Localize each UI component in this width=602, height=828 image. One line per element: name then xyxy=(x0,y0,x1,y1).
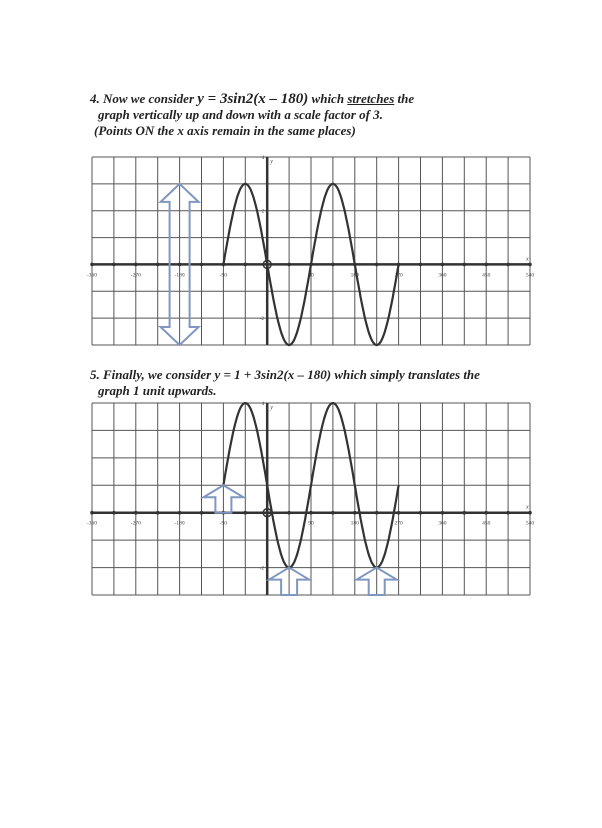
x-tick-label: 540 xyxy=(525,272,535,279)
x-tick-label: 90 xyxy=(308,272,314,279)
x-tick-mark xyxy=(178,511,182,515)
x-tick-mark xyxy=(441,511,445,515)
x-tick-label: 450 xyxy=(482,520,491,527)
x-tick-mark xyxy=(484,511,488,515)
question-number: 4. xyxy=(90,91,100,106)
x-tick-label: 270 xyxy=(394,272,403,279)
intro-text: Now we consider xyxy=(103,91,194,106)
x-tick-mark xyxy=(331,263,335,267)
x-tick-mark xyxy=(375,263,379,267)
x-tick-mark xyxy=(528,511,532,515)
x-tick-label: 360 xyxy=(438,520,447,527)
after-text: the xyxy=(397,91,415,106)
x-tick-mark xyxy=(244,263,248,267)
x-tick-mark xyxy=(244,511,248,515)
x-tick-label: -270 xyxy=(130,272,141,279)
x-tick-mark xyxy=(331,511,335,515)
x-tick-mark xyxy=(484,263,488,267)
x-tick-label: -90 xyxy=(219,520,228,527)
x-tick-label: 180 xyxy=(350,520,359,527)
x-tick-mark xyxy=(178,263,182,267)
x-tick-mark xyxy=(441,263,445,267)
x-tick-mark xyxy=(200,263,204,267)
x-tick-mark xyxy=(375,511,379,515)
x-tick-label: 360 xyxy=(438,272,447,279)
x-tick-mark xyxy=(353,511,357,515)
intro-text: Finally, we consider xyxy=(103,367,212,382)
x-tick-mark xyxy=(265,511,269,515)
x-tick-mark xyxy=(506,511,510,515)
x-tick-label: 540 xyxy=(525,520,535,527)
x-axis-label: x xyxy=(526,256,529,263)
x-tick-mark xyxy=(112,263,116,267)
equation: y = 1 + 3sin2(x – 180) xyxy=(214,367,332,382)
graph-1 xyxy=(87,155,534,345)
x-axis-label: x xyxy=(526,504,529,511)
x-tick-label: -270 xyxy=(130,520,141,527)
y-tick-label: 2 xyxy=(261,455,265,462)
x-tick-label: -360 xyxy=(86,520,98,527)
x-tick-mark xyxy=(200,511,204,515)
question-number: 5. xyxy=(90,367,100,382)
y-tick-label: 2 xyxy=(261,208,265,215)
x-tick-mark xyxy=(287,511,291,515)
line-3: (Points ON the x axis remain in the same places) xyxy=(94,123,356,138)
x-tick-label: 180 xyxy=(350,272,359,279)
x-tick-mark xyxy=(463,263,467,267)
x-tick-mark xyxy=(134,263,138,267)
x-tick-label: -90 xyxy=(219,272,228,279)
x-tick-mark xyxy=(463,511,467,515)
x-tick-mark xyxy=(156,263,160,267)
x-tick-mark xyxy=(506,263,510,267)
x-tick-mark xyxy=(419,263,423,267)
y-tick-label: 4 xyxy=(261,401,265,407)
x-tick-label: -180 xyxy=(174,520,185,527)
y-axis-label: y xyxy=(270,159,273,165)
x-tick-label: 270 xyxy=(394,520,403,527)
equation: y = 3sin2(x – 180) xyxy=(197,91,309,107)
rest-text: which simply translates the xyxy=(334,367,480,382)
x-tick-mark xyxy=(156,511,160,515)
x-tick-mark xyxy=(90,511,94,515)
graph-2 xyxy=(87,401,534,595)
x-tick-mark xyxy=(90,263,94,267)
x-tick-label: -180 xyxy=(174,272,185,279)
x-tick-mark xyxy=(419,511,423,515)
x-tick-mark xyxy=(528,263,532,267)
line-2: graph 1 unit upwards. xyxy=(98,383,217,398)
x-tick-mark xyxy=(112,511,116,515)
which-text: which xyxy=(311,91,345,106)
x-tick-mark xyxy=(134,511,138,515)
y-tick-label: -2 xyxy=(259,316,265,323)
keyword-stretches: stretches xyxy=(347,91,395,106)
x-tick-label: 450 xyxy=(482,272,491,279)
x-tick-mark xyxy=(397,511,401,515)
x-tick-label: -360 xyxy=(86,272,98,279)
x-tick-mark xyxy=(287,263,291,267)
x-tick-mark xyxy=(309,511,313,515)
line-2: graph vertically up and down with a scale factor of 3. xyxy=(98,107,383,122)
x-tick-label: 90 xyxy=(308,520,314,527)
y-tick-label: -2 xyxy=(259,565,265,572)
y-tick-label: 4 xyxy=(261,155,265,161)
y-axis-label: y xyxy=(270,405,273,411)
